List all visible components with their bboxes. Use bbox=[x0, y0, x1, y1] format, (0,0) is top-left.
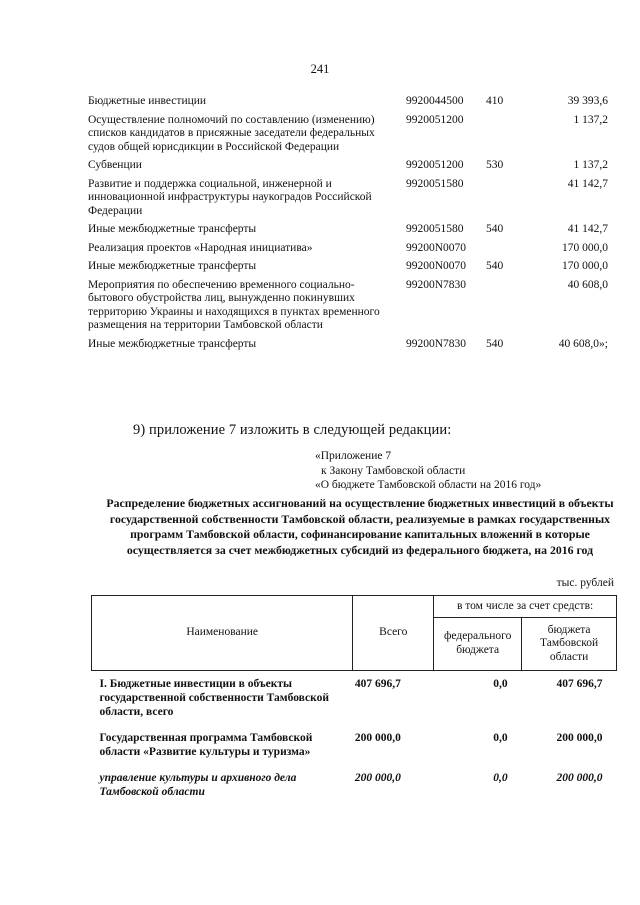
table-row bbox=[88, 260, 608, 274]
row-name: Развитие и поддержка социальной, инженерной и инновационной инфраструктуры наукоградов Российской Федерации bbox=[88, 177, 372, 217]
header-federal: федерального бюджета bbox=[434, 617, 522, 670]
row-total: 200 000,0 bbox=[354, 772, 401, 784]
document-title: Распределение бюджетных ассигнований на осуществление бюджетных инвестиций в объекты государственной собственности Тамбовской области, реализуемые в рамках государственных программ Тамбовской области, софинансирование капитальных вложений в которые осуществляется за счет межбюджетных субсидий из федерального бюджета, на 2016 год bbox=[106, 496, 614, 557]
row-sum: 1 137,2 bbox=[573, 159, 608, 171]
row-sum: 39 393,6 bbox=[567, 95, 608, 107]
row-type: 410 bbox=[486, 95, 504, 107]
row-name: Мероприятия по обеспечению временного социально-бытового обустройства лиц, вынужденно покинувших территорию Украины и находящихся в пунктах временного размещения на территории Тамбовской области bbox=[88, 278, 380, 331]
row-regional: 407 696,7 bbox=[556, 678, 603, 690]
header-including: в том числе за счет средств: bbox=[434, 596, 617, 618]
row-type: 540 bbox=[486, 260, 504, 272]
row-name: Осуществление полномочий по составлению (изменению) списков кандидатов в присяжные заседатели федеральных судов общей юрисдикции в Российской Федерации bbox=[88, 113, 375, 153]
row-sum: 41 142,7 bbox=[567, 177, 608, 190]
table-row bbox=[88, 242, 608, 256]
table-row bbox=[88, 279, 608, 333]
expenditure-table bbox=[88, 95, 608, 356]
row-sum: 41 142,7 bbox=[567, 223, 608, 235]
row-type: 530 bbox=[486, 159, 504, 171]
appendix-header bbox=[315, 449, 541, 493]
table-row bbox=[92, 771, 617, 811]
row-name: Бюджетные инвестиции bbox=[88, 95, 207, 107]
row-type bbox=[486, 279, 526, 333]
row-federal: 0,0 bbox=[493, 732, 508, 744]
row-sum: 40 608,0»; bbox=[558, 337, 608, 350]
row-code: 9920051200 bbox=[406, 113, 464, 126]
amendment-item-text: 9) приложение 7 изложить в следующей редакции: bbox=[133, 422, 452, 438]
row-code: 9920051580 bbox=[406, 223, 464, 235]
row-code: 9920044500 bbox=[406, 95, 464, 107]
row-code: 99200N7830 bbox=[406, 337, 467, 350]
table-row bbox=[88, 223, 608, 237]
appendix-line-1: «Приложение 7 bbox=[315, 450, 392, 462]
row-type bbox=[486, 114, 526, 155]
row-name: Иные межбюджетные трансферты bbox=[88, 260, 257, 272]
row-total: 407 696,7 bbox=[354, 678, 401, 690]
row-code: 99200N7830 bbox=[406, 278, 467, 291]
row-type: 540 bbox=[486, 223, 504, 235]
row-type bbox=[486, 178, 526, 219]
table-row bbox=[92, 731, 617, 771]
row-name: I. Бюджетные инвестиции в объекты государственной собственности Тамбовской области, всего bbox=[99, 678, 329, 718]
row-federal: 0,0 bbox=[493, 678, 508, 690]
table-row bbox=[88, 178, 608, 219]
table-row bbox=[88, 114, 608, 155]
table-row bbox=[88, 159, 608, 173]
appendix-line-3: «О бюджете Тамбовской области на 2016 год» bbox=[315, 479, 542, 491]
row-type bbox=[486, 242, 526, 256]
row-regional: 200 000,0 bbox=[556, 772, 603, 784]
row-code: 9920051200 bbox=[406, 159, 464, 171]
header-regional: бюджета Тамбовской области bbox=[522, 617, 617, 670]
row-name: Реализация проектов «Народная инициатива» bbox=[88, 241, 313, 254]
row-sum: 40 608,0 bbox=[567, 278, 608, 291]
page-number: 241 bbox=[310, 62, 330, 76]
header-name: Наименование bbox=[92, 596, 353, 671]
row-federal: 0,0 bbox=[493, 772, 508, 784]
appendix-line-2: к Закону Тамбовской области bbox=[321, 464, 466, 477]
table-row bbox=[88, 95, 608, 109]
row-total: 200 000,0 bbox=[354, 732, 401, 744]
row-sum: 1 137,2 bbox=[573, 113, 608, 126]
row-name: Государственная программа Тамбовской области «Развитие культуры и туризма» bbox=[99, 732, 313, 758]
row-sum: 170 000,0 bbox=[562, 260, 608, 272]
row-name: Иные межбюджетные трансферты bbox=[88, 337, 257, 350]
row-regional: 200 000,0 bbox=[556, 732, 603, 744]
row-code: 9920051580 bbox=[406, 177, 464, 190]
units-label: тыс. рублей bbox=[556, 577, 614, 589]
table-row bbox=[88, 338, 608, 352]
row-name: Иные межбюджетные трансферты bbox=[88, 223, 257, 235]
table-row bbox=[92, 671, 617, 732]
row-code: 99200N0070 bbox=[406, 260, 467, 272]
row-code: 99200N0070 bbox=[406, 241, 467, 254]
allocation-table bbox=[91, 595, 617, 811]
row-name: Субвенции bbox=[88, 159, 142, 171]
row-name: управление культуры и архивного дела Тамбовской области bbox=[99, 772, 297, 798]
row-sum: 170 000,0 bbox=[562, 241, 608, 254]
row-type: 540 bbox=[486, 337, 504, 350]
header-total: Всего bbox=[353, 596, 434, 671]
